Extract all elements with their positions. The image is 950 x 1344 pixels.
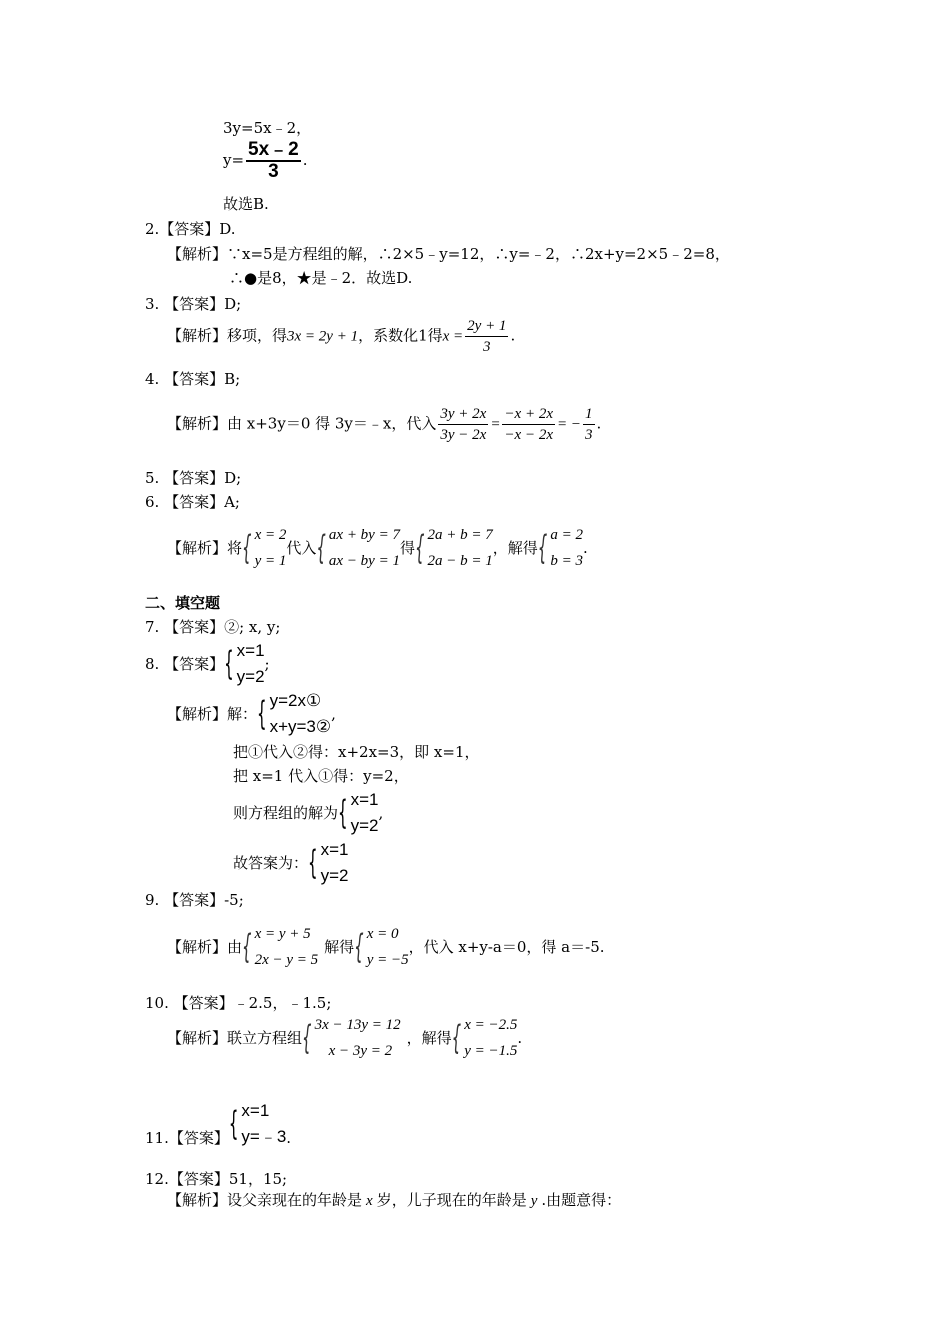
q8-sys-r2: x+y=3② <box>269 717 332 736</box>
q8-ans-r1: x=1 <box>236 641 265 660</box>
q12-mid: 岁，儿子现在的年龄是 <box>376 1191 527 1209</box>
q9-t2: ，代入 x+y-a＝0，得 a＝-5. <box>408 938 605 956</box>
q4-fraction-2 <box>502 404 555 445</box>
q6-s3-r2: 2a − b = 1 <box>427 553 493 569</box>
q4-f1-den: 3y − 2x <box>440 427 487 443</box>
q9-s1-r2: 2x − y = 5 <box>254 952 319 968</box>
q8-sol-brace: { <box>338 792 348 832</box>
q3-x-eq: x = <box>442 328 464 345</box>
q12-var-x: x <box>366 1193 373 1209</box>
q12-analysis <box>167 1190 621 1211</box>
q11-ans-r2: y=﹣3 <box>241 1127 287 1146</box>
q1-line1: 3y=5x﹣2， <box>223 119 312 137</box>
q8-step3-prefix: 则方程组的解为 <box>233 804 339 822</box>
q3-answer: 3. 【答案】D; <box>145 295 242 313</box>
q10-analysis-prefix: 【解析】联立方程组 <box>167 1029 303 1047</box>
q3-frac-num: 2y + 1 <box>465 316 508 337</box>
q9-s2-r2: y = −5 <box>366 952 409 968</box>
q3-analysis <box>167 316 515 357</box>
q8-step1: 把①代入②得：x+2x=3，即 x=1， <box>233 743 480 761</box>
q6-t2: 得 <box>399 539 415 557</box>
q9-t1: 解得 <box>324 938 355 956</box>
q6-s2-r1: ax + by = 7 <box>328 527 400 543</box>
q6-analysis-prefix: 【解析】将 <box>167 539 243 557</box>
q9-s2-r1: x = 0 <box>366 926 399 942</box>
q9-brace-1: { <box>242 926 252 966</box>
q2-analysis-line2: ∴●是8，★是﹣2．故选D. <box>229 269 413 287</box>
q11-answer-system <box>229 1098 286 1150</box>
q4-fraction-3 <box>583 404 595 445</box>
q8-ans-r2: y=2 <box>236 667 265 686</box>
q4-f2-num: −x + 2x <box>502 404 555 425</box>
q12-end: .由题意得： <box>541 1191 622 1209</box>
q10-s1-r2: x − 3y = 2 <box>328 1043 393 1059</box>
q6-brace-1: { <box>242 527 252 567</box>
q11-ans-r1: x=1 <box>241 1101 270 1120</box>
q9-analysis <box>167 921 605 973</box>
q8-sol-suffix: , <box>378 804 384 822</box>
q12-analysis-prefix: 【解析】设父亲现在的年龄是 <box>167 1191 363 1209</box>
q1-y-prefix: y= <box>223 151 245 169</box>
q1-frac-suffix: . <box>302 151 308 169</box>
q8-ans-suffix: ; <box>264 655 270 673</box>
q8-sys-brace: { <box>257 693 267 733</box>
q2-answer: 2.【答案】D. <box>145 220 236 238</box>
q4-f1-num: 3y + 2x <box>438 404 488 425</box>
q8-analysis <box>167 688 336 740</box>
q8-analysis-prefix: 【解析】解： <box>167 705 258 723</box>
q6-analysis <box>167 522 588 574</box>
q1-frac-den: 3 <box>268 161 279 182</box>
q4-f2-den: −x − 2x <box>504 427 553 443</box>
q4-eq: = <box>490 416 501 433</box>
q8-system <box>257 688 331 740</box>
q10-brace-2: { <box>451 1017 462 1057</box>
q10-s2-r1: x = −2.5 <box>464 1017 518 1033</box>
q8-answer-system <box>224 638 264 690</box>
q6-brace-3: { <box>414 527 425 567</box>
q11-brace: { <box>228 1103 239 1143</box>
q10-system-1 <box>302 1012 401 1064</box>
q4-answer: 4. 【答案】B; <box>145 370 241 388</box>
q6-answer: 6. 【答案】A; <box>145 493 240 511</box>
q8-answer-brace: { <box>224 643 234 683</box>
q9-brace-2: { <box>354 926 364 966</box>
q8-fin-r1: x=1 <box>320 840 349 859</box>
q9-s1-r1: x = y + 5 <box>254 926 311 942</box>
q6-s4-r1: a = 2 <box>550 527 583 543</box>
q6-s1-r1: x = 2 <box>254 527 287 543</box>
q4-f3-den: 3 <box>585 427 593 443</box>
q11-suffix: . <box>286 1129 292 1147</box>
q12-answer: 12.【答案】51，15; <box>145 1170 288 1188</box>
q8-step3 <box>233 787 383 839</box>
q3-analysis-prefix: 【解析】移项，得 <box>167 326 288 345</box>
q8-answer <box>145 638 270 690</box>
q10-s2-r2: y = −1.5 <box>464 1043 518 1059</box>
q10-answer: 10. 【答案】﹣2.5，﹣1.5; <box>145 994 332 1012</box>
q8-step4 <box>233 837 348 889</box>
q6-t3: ，解得 <box>492 539 538 557</box>
section-title-fill-blank: 二、填空题 <box>145 594 221 612</box>
q8-step2: 把 x=1 代入①得：y=2， <box>233 767 409 785</box>
q3-eq1: 3x = 2y + 1 <box>287 328 359 345</box>
q6-system-3 <box>415 522 493 574</box>
q3-suffix: . <box>510 326 516 345</box>
q6-suffix: . <box>582 539 588 557</box>
q10-t1: ，解得 <box>406 1029 452 1047</box>
q9-analysis-prefix: 【解析】由 <box>167 938 243 956</box>
q3-mid: ，系数化1得 <box>358 326 443 345</box>
q1-fraction-line <box>223 140 308 182</box>
q8-sol-r1: x=1 <box>350 790 379 809</box>
q6-system-1 <box>242 522 286 574</box>
q11-answer-label: 11.【答案】 <box>145 1129 229 1147</box>
q4-analysis-prefix: 【解析】由 x+3y＝0 得 3y＝﹣x，代入 <box>167 414 437 433</box>
q9-system-1 <box>242 921 318 973</box>
q10-system-2 <box>452 1012 518 1064</box>
q10-analysis <box>167 1012 522 1064</box>
q8-sys-suffix: , <box>331 705 336 723</box>
q6-brace-2: { <box>316 527 326 567</box>
q6-s3-r1: 2a + b = 7 <box>427 527 493 543</box>
q1-fraction <box>246 140 301 182</box>
q6-s1-r2: y = 1 <box>254 553 287 569</box>
q4-suffix: . <box>596 414 602 433</box>
q4-analysis <box>167 404 601 445</box>
q8-step4-prefix: 故答案为： <box>233 854 309 872</box>
q6-s4-r2: b = 3 <box>550 553 583 569</box>
q8-solution-system <box>338 787 378 839</box>
q4-f3-num: 1 <box>583 404 595 425</box>
q9-system-2 <box>354 921 408 973</box>
q8-final-system <box>308 837 348 889</box>
q11-answer <box>145 1098 291 1150</box>
q3-fraction <box>465 316 508 357</box>
q4-eq2: = − <box>557 416 581 433</box>
q10-brace-1: { <box>302 1017 312 1057</box>
q4-fraction-1 <box>438 404 488 445</box>
q10-suffix: . <box>517 1029 523 1047</box>
q8-sys-r1: y=2x① <box>269 691 322 710</box>
q6-t1: 代入 <box>286 539 317 557</box>
q6-system-4 <box>538 522 583 574</box>
q7-answer: 7. 【答案】②; x, y; <box>145 618 281 636</box>
q2-analysis-line1: 【解析】∵x=5是方程组的解，∴2×5﹣y=12，∴y=﹣2，∴2x+y=2×5﹣2=8， <box>167 245 730 263</box>
q3-frac-den: 3 <box>483 339 491 355</box>
q1-conclusion: 故选B. <box>223 195 269 213</box>
q8-fin-r2: y=2 <box>320 866 349 885</box>
q10-s1-r1: 3x − 13y = 12 <box>314 1017 401 1033</box>
q5-answer: 5. 【答案】D; <box>145 469 242 487</box>
q8-fin-brace: { <box>308 842 318 882</box>
q8-answer-label: 8. 【答案】 <box>145 655 225 673</box>
q8-sol-r2: y=2 <box>350 816 379 835</box>
q1-frac-num: 5x﹣2 <box>248 139 299 160</box>
q6-system-2 <box>316 522 400 574</box>
q6-s2-r2: ax − by = 1 <box>328 553 400 569</box>
q6-brace-4: { <box>537 527 548 567</box>
q9-answer: 9. 【答案】-5; <box>145 891 244 909</box>
q12-var-y: y <box>530 1193 538 1209</box>
